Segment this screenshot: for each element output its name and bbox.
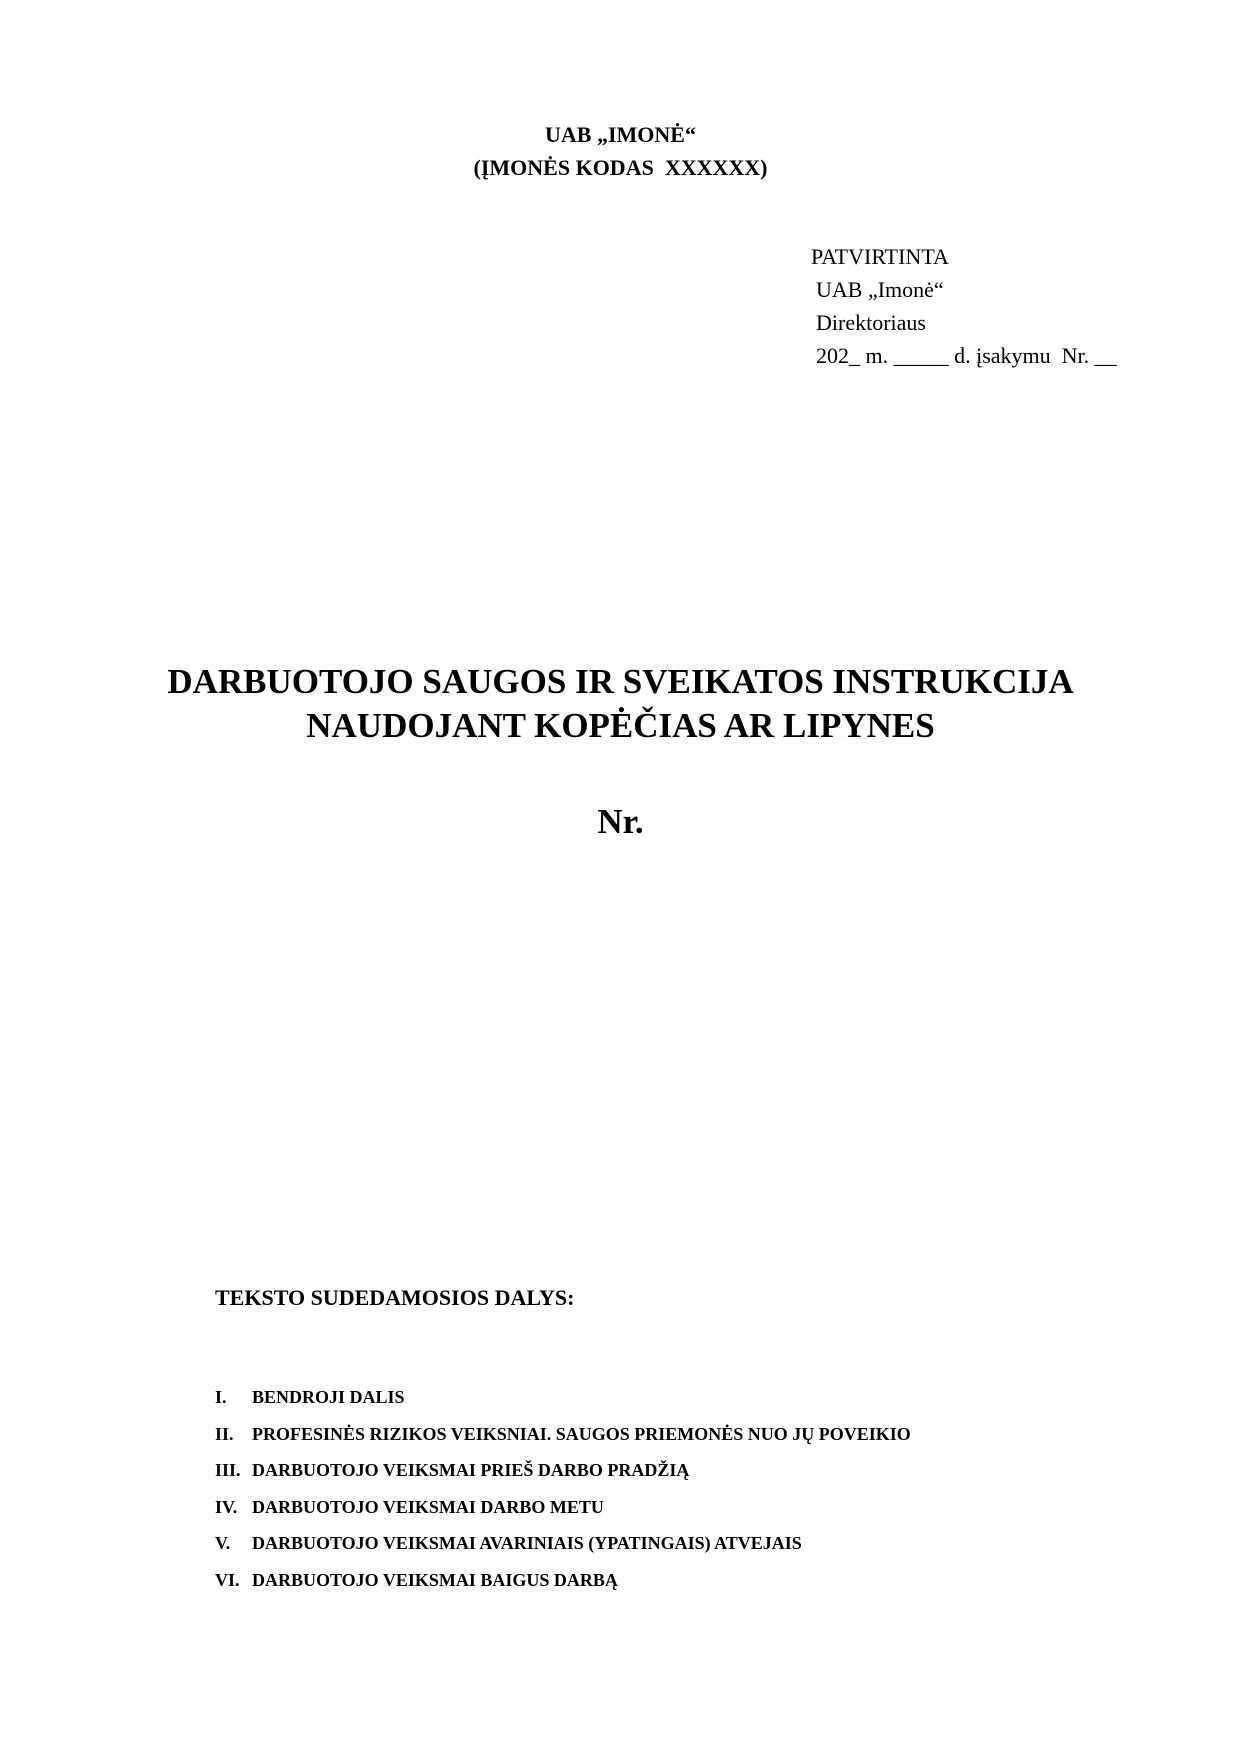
list-item	[215, 1528, 911, 1565]
title-line-2: NAUDOJANT KOPĖČIAS AR LIPYNES	[306, 706, 935, 745]
list-item-number: III.	[215, 1460, 241, 1480]
approval-company: UAB „Imonė“	[816, 277, 944, 302]
approval-director: Direktoriaus	[816, 310, 926, 335]
contents-list	[215, 1382, 911, 1601]
approval-label: PATVIRTINTA	[811, 244, 949, 269]
list-item	[215, 1492, 911, 1529]
approval-order-line: 202_ m. _____ d. įsakymu Nr. __	[816, 343, 1117, 368]
list-item	[215, 1419, 911, 1456]
document-title	[0, 660, 1241, 748]
list-item-text: PROFESINĖS RIZIKOS VEIKSNIAI. SAUGOS PRIEMONĖS NUO JŲ POVEIKIO	[252, 1423, 911, 1444]
company-name: UAB „IMONĖ“	[545, 122, 696, 147]
list-item-text: DARBUOTOJO VEIKSMAI PRIEŠ DARBO PRADŽIĄ	[252, 1460, 690, 1480]
list-item-text: DARBUOTOJO VEIKSMAI AVARINIAIS (YPATINGAIS) ATVEJAIS	[252, 1533, 802, 1553]
contents-heading: TEKSTO SUDEDAMOSIOS DALYS:	[215, 1285, 575, 1310]
list-item-text: BENDROJI DALIS	[252, 1387, 405, 1407]
approval-block	[811, 240, 1117, 372]
list-item-number: I.	[215, 1387, 227, 1407]
title-line-1: DARBUOTOJO SAUGOS IR SVEIKATOS INSTRUKCIJA	[167, 662, 1074, 701]
list-item-number: V.	[215, 1533, 231, 1553]
list-item-number: VI.	[215, 1569, 240, 1590]
list-item	[215, 1382, 911, 1419]
list-item-text: DARBUOTOJO VEIKSMAI BAIGUS DARBĄ	[252, 1569, 618, 1590]
list-item	[215, 1455, 911, 1492]
list-item-text: DARBUOTOJO VEIKSMAI DARBO METU	[252, 1496, 604, 1517]
list-item-number: II.	[215, 1423, 234, 1444]
list-item-number: IV.	[215, 1496, 238, 1517]
company-code: (ĮMONĖS KODAS XXXXXX)	[473, 155, 768, 180]
company-header	[0, 118, 1241, 184]
list-item	[215, 1565, 911, 1602]
document-number: Nr.	[597, 802, 644, 841]
